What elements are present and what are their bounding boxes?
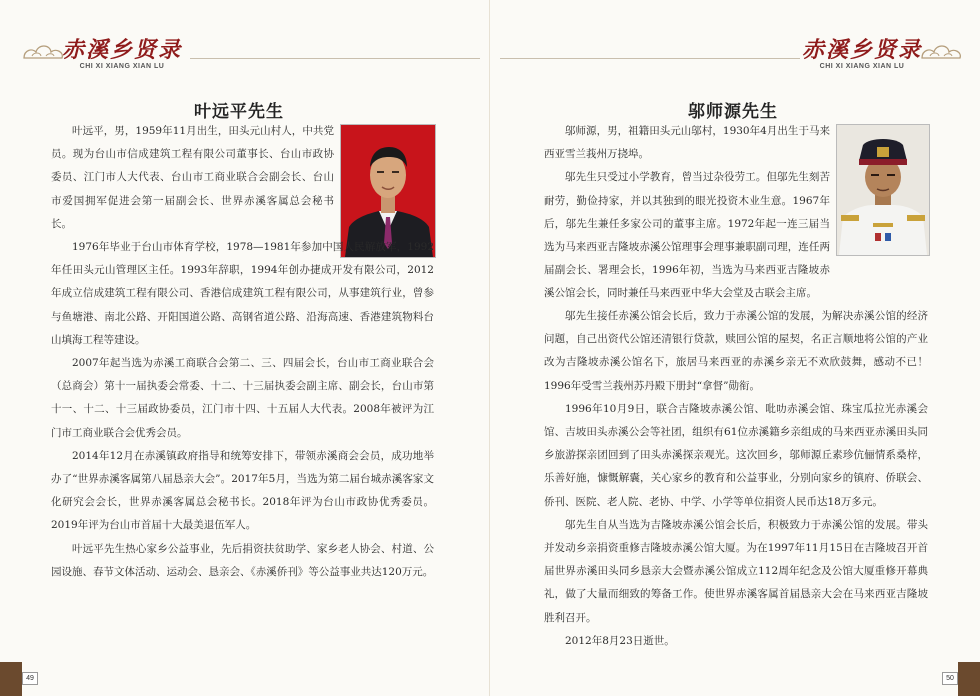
brand-title: 赤溪乡贤录 bbox=[801, 37, 922, 63]
person-name: 叶远平先生 bbox=[194, 102, 284, 122]
biography-paragraph: 2014年12月在赤溪镇政府指导和统筹安排下，带领赤溪商会会员，成功地举办了“世界赤溪客属第八届恳亲大会”。2017年5月，当选为第二届台城赤溪客家文化研究会会长，世界赤溪客属总会秘书长。2018年评为台山市政协优秀委员。2019年评为台山市首届十大最美退伍军人。 bbox=[51, 449, 434, 532]
biography-paragraph: 1996年10月9日，联合吉隆坡赤溪公馆、吡叻赤溪会馆、珠宝瓜拉光赤溪会馆、吉坡田头赤溪公会等社团，组织有61位赤溪籍乡亲组成的马来西亚赤溪田头同乡旅游探亲团回到了田头赤溪探亲观光。这次回乡，邬师源丘素珍伉俪情系桑梓，乐善好施，慷慨解囊，关心家乡的教育和公益事业，分别向家乡的镇府、侨联会、侨刊、医院、老人院、老协、中学、小学等单位捐资人民币达18万多元。 bbox=[544, 402, 928, 508]
biography-paragraph: 邬先生自从当选为吉隆坡赤溪公馆会长后，积极致力于赤溪公馆的发展。带头并发动乡亲捐资重修吉隆坡赤溪公馆大厦。为在1997年11月15日在吉隆坡召开首届世界赤溪田头同乡恳亲大会暨赤溪公馆成立112周年纪念及公馆大厦重修开幕典礼，做了大量而细致的筹备工作。使世界赤溪客属首届恳亲大会在马来西亚吉隆坡胜利召开。 bbox=[544, 518, 928, 624]
biography-paragraph: 叶远平，男，1959年11月出生，田头元山村人，中共党员。现为台山市信成建筑工程有限公司董事长、台山市政协委员、江门市人大代表、台山市工商业联合会副会长、台山市爱国拥军促进会第一届副会长、世界赤溪客属总会秘书长。 bbox=[51, 125, 334, 230]
biography-paragraph: 2012年8月23日逝世。 bbox=[565, 634, 675, 647]
page-number: 49 bbox=[22, 672, 38, 685]
biography-text-top bbox=[51, 120, 334, 236]
biography-paragraph: 叶远平先生热心家乡公益事业，先后捐资扶贫助学、家乡老人协会、村道、公园设施、春节文体活动、运动会、恳亲会、《赤溪侨刊》等公益事业共达120万元。 bbox=[51, 542, 434, 578]
biography-text-top bbox=[544, 120, 830, 306]
biography-paragraph: 邬师源，男，祖籍田头元山邬村，1930年4月出生于马来西亚雪兰莪州万挠埠。 bbox=[544, 125, 830, 161]
right-page bbox=[490, 0, 980, 696]
brand-subtitle: CHI XI XIANG XIAN LU bbox=[819, 63, 905, 70]
brand-subtitle: CHI XI XIANG XIAN LU bbox=[79, 63, 165, 70]
cloud-ornament-icon bbox=[918, 38, 966, 66]
person-name: 邬师源先生 bbox=[688, 102, 778, 122]
header-divider bbox=[500, 58, 800, 59]
brand-logo bbox=[56, 38, 188, 71]
brand-logo bbox=[796, 38, 928, 71]
page-corner-tab bbox=[958, 662, 980, 696]
page-number: 50 bbox=[942, 672, 958, 685]
portrait-photo bbox=[836, 124, 930, 256]
biography-paragraph: 2007年起当选为赤溪工商联合会第二、三、四届会长，台山市工商业联合会（总商会）第十一届执委会常委、十二、十三届执委会副主席、副会长，台山市第十一、十二、十三届政协委员，江门市十四、十五届人大代表。2008年被评为江门市工商业联合会优秀会员。 bbox=[51, 357, 434, 439]
biography-text-main bbox=[544, 305, 928, 653]
header-divider bbox=[190, 58, 480, 59]
biography-paragraph: 邬先生接任赤溪公馆会长后，致力于赤溪公馆的发展，为解决赤溪公馆的经济问题，自己出资代公馆还清银行贷款，赎回公馆的屋契，名正言顺地将公馆的产业改为吉隆坡赤溪公馆名下，旅居马来西亚的赤溪乡亲无不欢欣鼓舞，感动不已！1996年受雪兰莪州苏丹殿下册封“拿督”勋衔。 bbox=[544, 310, 928, 392]
page-corner-tab bbox=[0, 662, 22, 696]
biography-text-main bbox=[51, 236, 434, 584]
biography-paragraph: 邬先生只受过小学教育，曾当过杂役劳工。但邬先生刻苦耐劳，勤俭持家，并以其独到的眼光投资木业生意。1967年后，邬先生兼任多家公司的董事主席。1972年起一连三届当选为马来西亚吉隆坡赤溪公馆理事会理事兼职副司理，连任两届副会长、署理会长，1996年初，当选为马来西亚吉隆坡赤溪公馆会长，同时兼任马来西亚中华大会堂及古联会主席。 bbox=[544, 171, 830, 300]
portrait-person-icon bbox=[837, 125, 929, 255]
biography-paragraph: 1976年毕业于台山市体育学校，1978—1981年参加中国人民解放军，1992年任田头元山管理区主任。1993年辞职，1994年创办捷成开发有限公司，2012年成立信成建筑工程有限公司、香港信成建筑工程有限公司，从事建筑行业，曾参与鱼塘港、南北公路、开阳国道公路、高钢省道公路、沿海高速、香港建筑物料台山填海工程等建设。 bbox=[51, 241, 434, 346]
brand-title: 赤溪乡贤录 bbox=[61, 37, 182, 63]
